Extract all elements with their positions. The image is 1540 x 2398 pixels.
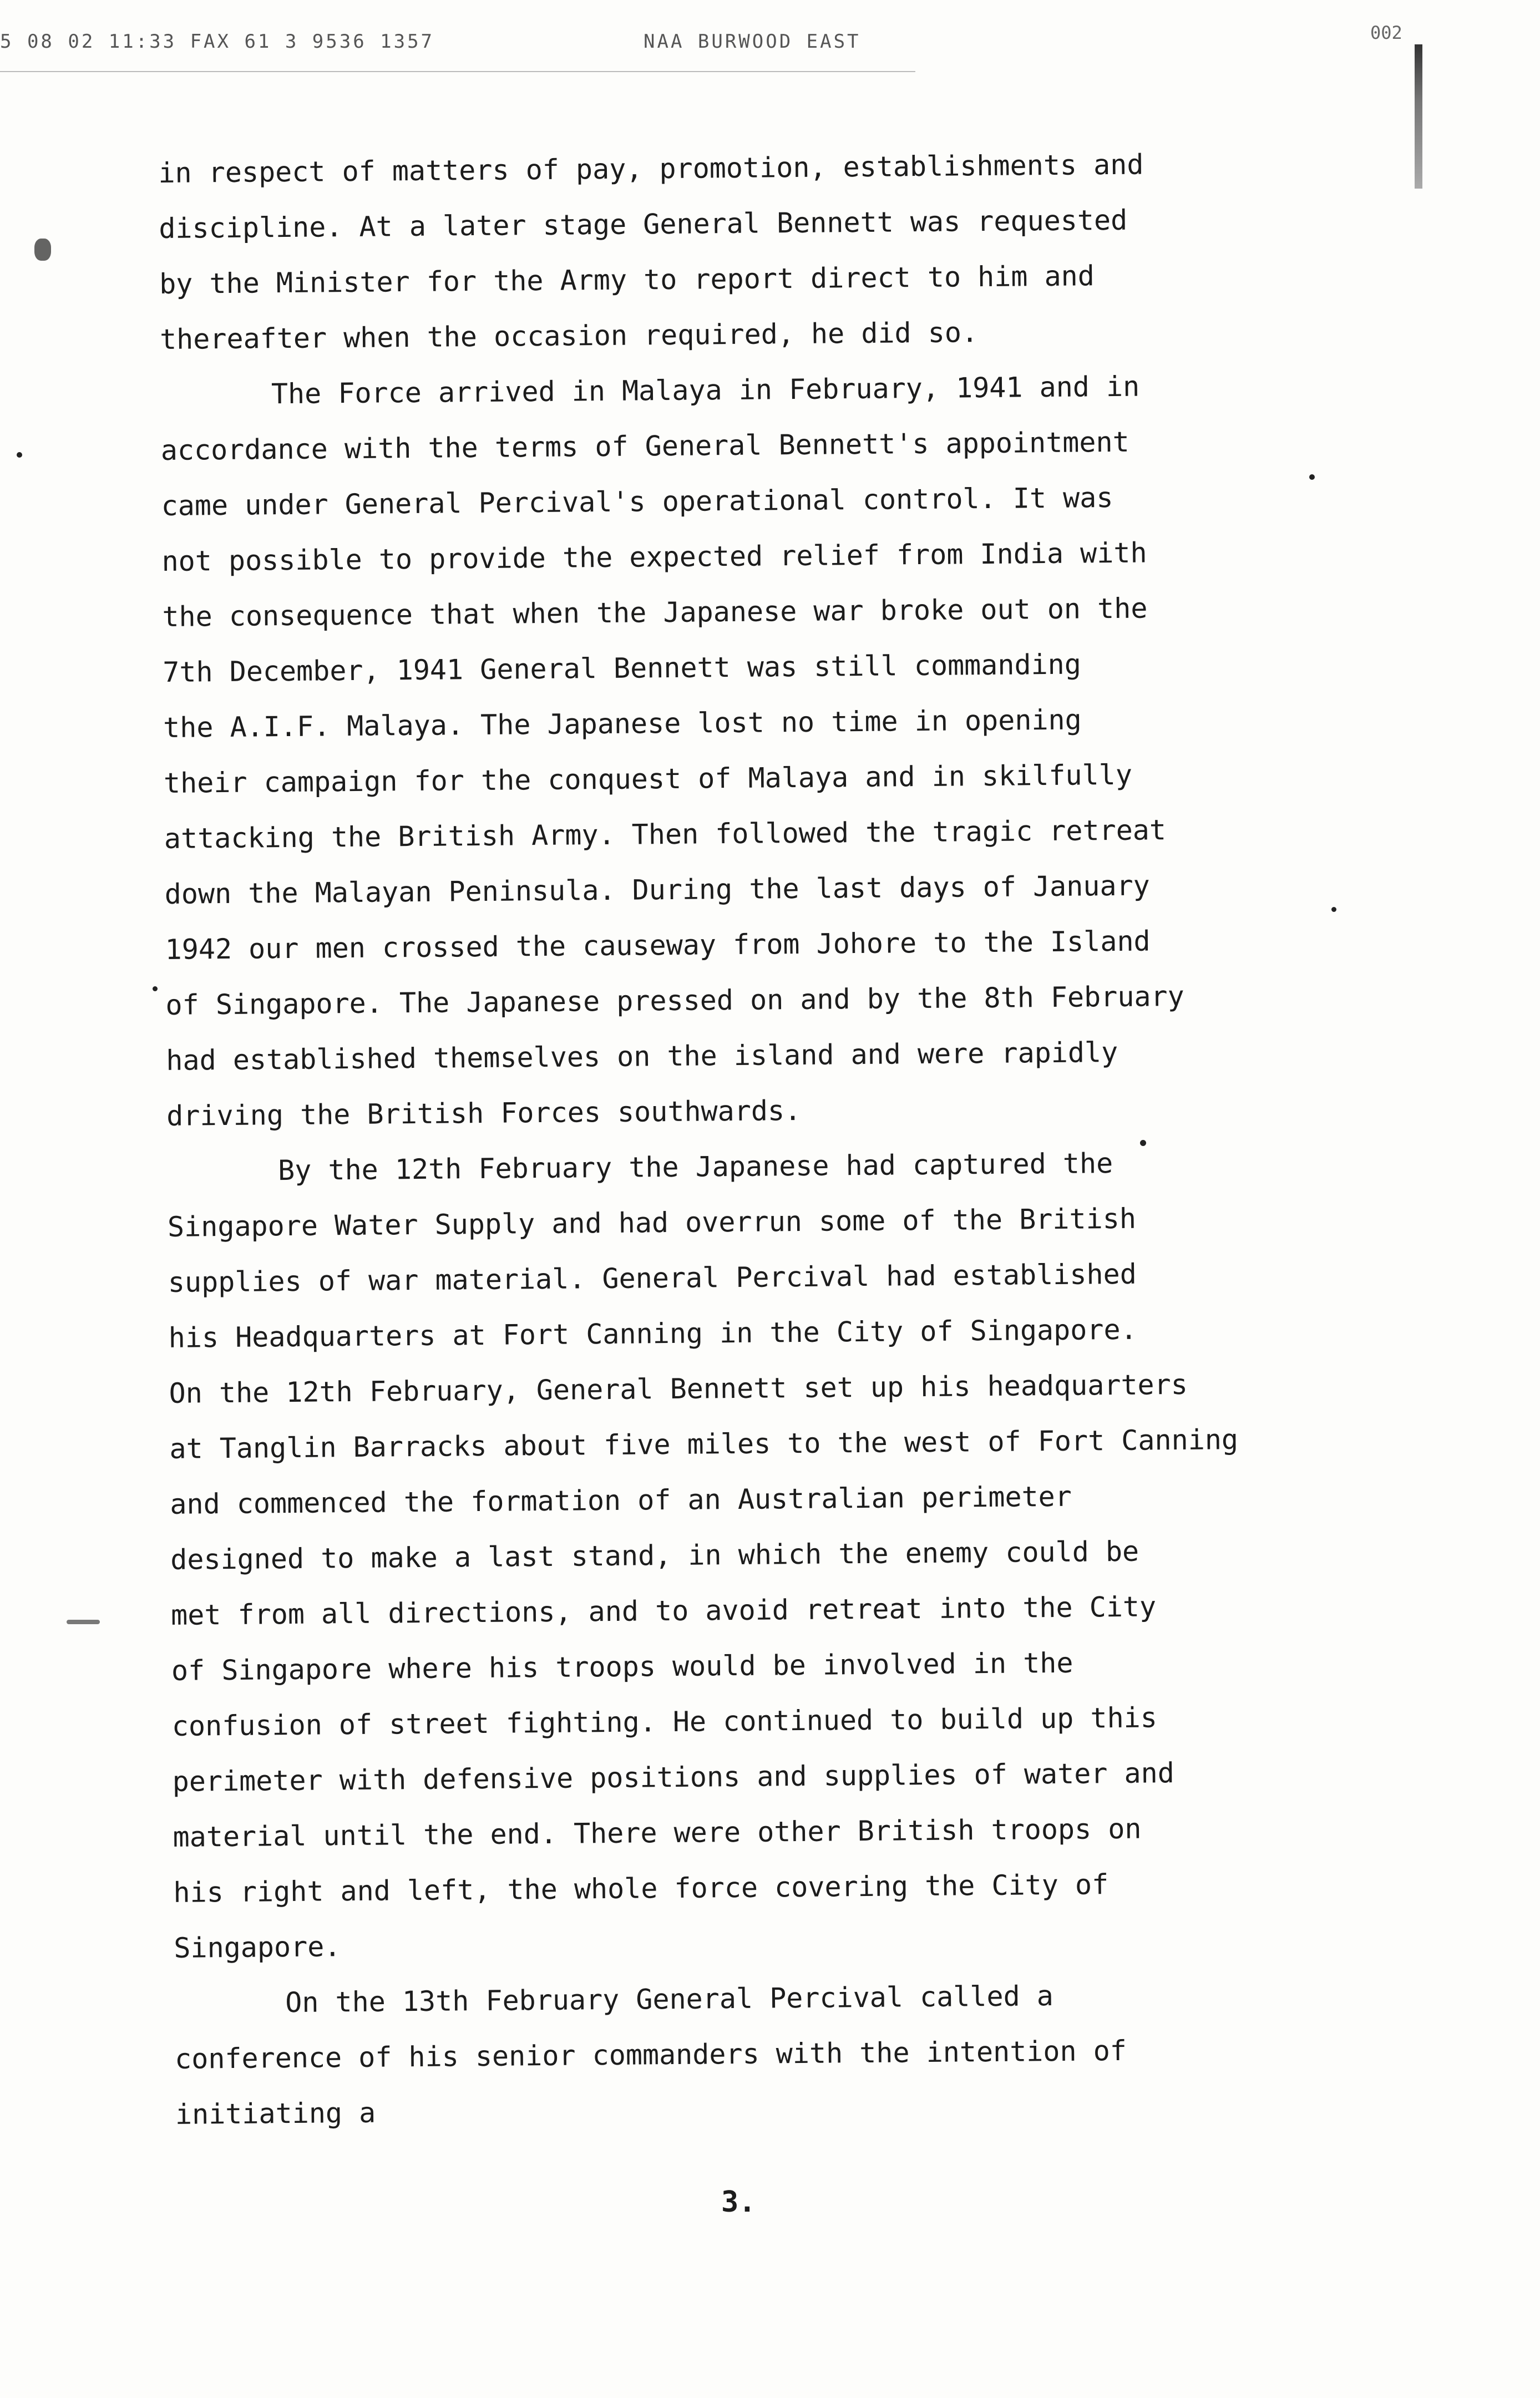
fax-page-counter: 002 (1370, 22, 1402, 43)
text-line: 7th December, 1941 General Bennett was still commanding (163, 648, 1082, 688)
scan-edge-shadow (1415, 44, 1422, 189)
page-number: 3. (721, 2186, 756, 2219)
text-line: initiating a (175, 2096, 376, 2131)
text-line: Singapore. (174, 1930, 341, 1964)
text-line: material until the end. There were other British troops on (173, 1812, 1142, 1853)
text-line: not possible to provide the expected relief from India with (161, 536, 1147, 577)
text-line: 1942 our men crossed the causeway from Johore to the Island (165, 925, 1151, 966)
text-line: the consequence that when the Japanese war broke out on the (162, 592, 1148, 633)
text-line: at Tanglin Barracks about five miles to the west of Fort Canning (169, 1423, 1239, 1465)
text-line: had established themselves on the island and were rapidly (166, 1036, 1118, 1077)
document-body-text (158, 135, 1396, 2142)
text-line: their campaign for the conquest of Malaya and in skilfully (163, 758, 1133, 799)
scan-speck (17, 452, 22, 458)
text-line: driving the British Forces southwards. (166, 1094, 802, 1132)
text-line: the A.I.F. Malaya. The Japanese lost no time in opening (163, 703, 1082, 744)
text-line: designed to make a last stand, in which the enemy could be (170, 1535, 1139, 1576)
paragraph-first-line: By the 12th February the Japanese had captured the (277, 1147, 1113, 1187)
text-line: discipline. At a later stage General Bennett was requested (159, 204, 1128, 245)
paragraph-first-line: On the 13th February General Percival called a (285, 1980, 1054, 2019)
text-line: On the 12th February, General Bennett set up his headquarters (169, 1368, 1188, 1410)
text-line: supplies of war material. General Percival had established (168, 1258, 1137, 1299)
text-line: down the Malayan Peninsula. During the last days of January (164, 869, 1151, 910)
scan-speck (153, 986, 158, 991)
text-line: Singapore Water Supply and had overrun some of the British (167, 1202, 1137, 1243)
text-line: and commenced the formation of an Australian perimeter (170, 1480, 1072, 1520)
text-line: confusion of street fighting. He continued to build up this (171, 1701, 1158, 1742)
text-line: met from all directions, and to avoid retreat into the City (170, 1590, 1157, 1631)
text-line: conference of his senior commanders with the intention of (174, 2034, 1127, 2075)
paragraph-first-line: The Force arrived in Malaya in February, 1941 and in (271, 370, 1140, 410)
text-line: his right and left, the whole force covering the City of (173, 1868, 1109, 1909)
text-line: of Singapore. The Japanese pressed on and by the 8th February (165, 980, 1184, 1021)
fax-header-sender: NAA BURWOOD EAST (644, 31, 861, 53)
text-line: came under General Percival's operational control. It was (161, 481, 1113, 522)
text-line: his Headquarters at Fort Canning in the City of Singapore. (168, 1313, 1137, 1354)
scan-speck (34, 239, 51, 261)
scan-speck (67, 1620, 100, 1624)
text-line: by the Minister for the Army to report direct to him and (159, 260, 1095, 300)
text-line: thereafter when the occasion required, he did so. (159, 316, 979, 356)
fax-header-transmission: 5 08 02 11:33 FAX 61 3 9536 1357 (0, 31, 435, 53)
text-line: of Singapore where his troops would be involved in the (171, 1646, 1073, 1687)
text-line: attacking the British Army. Then followed the tragic retreat (164, 814, 1167, 855)
text-line: in respect of matters of pay, promotion, establishments and (158, 148, 1144, 189)
text-line: accordance with the terms of General Bennett's appointment (160, 425, 1129, 467)
fax-header-rule (0, 71, 915, 72)
text-line: perimeter with defensive positions and supplies of water and (172, 1757, 1175, 1798)
